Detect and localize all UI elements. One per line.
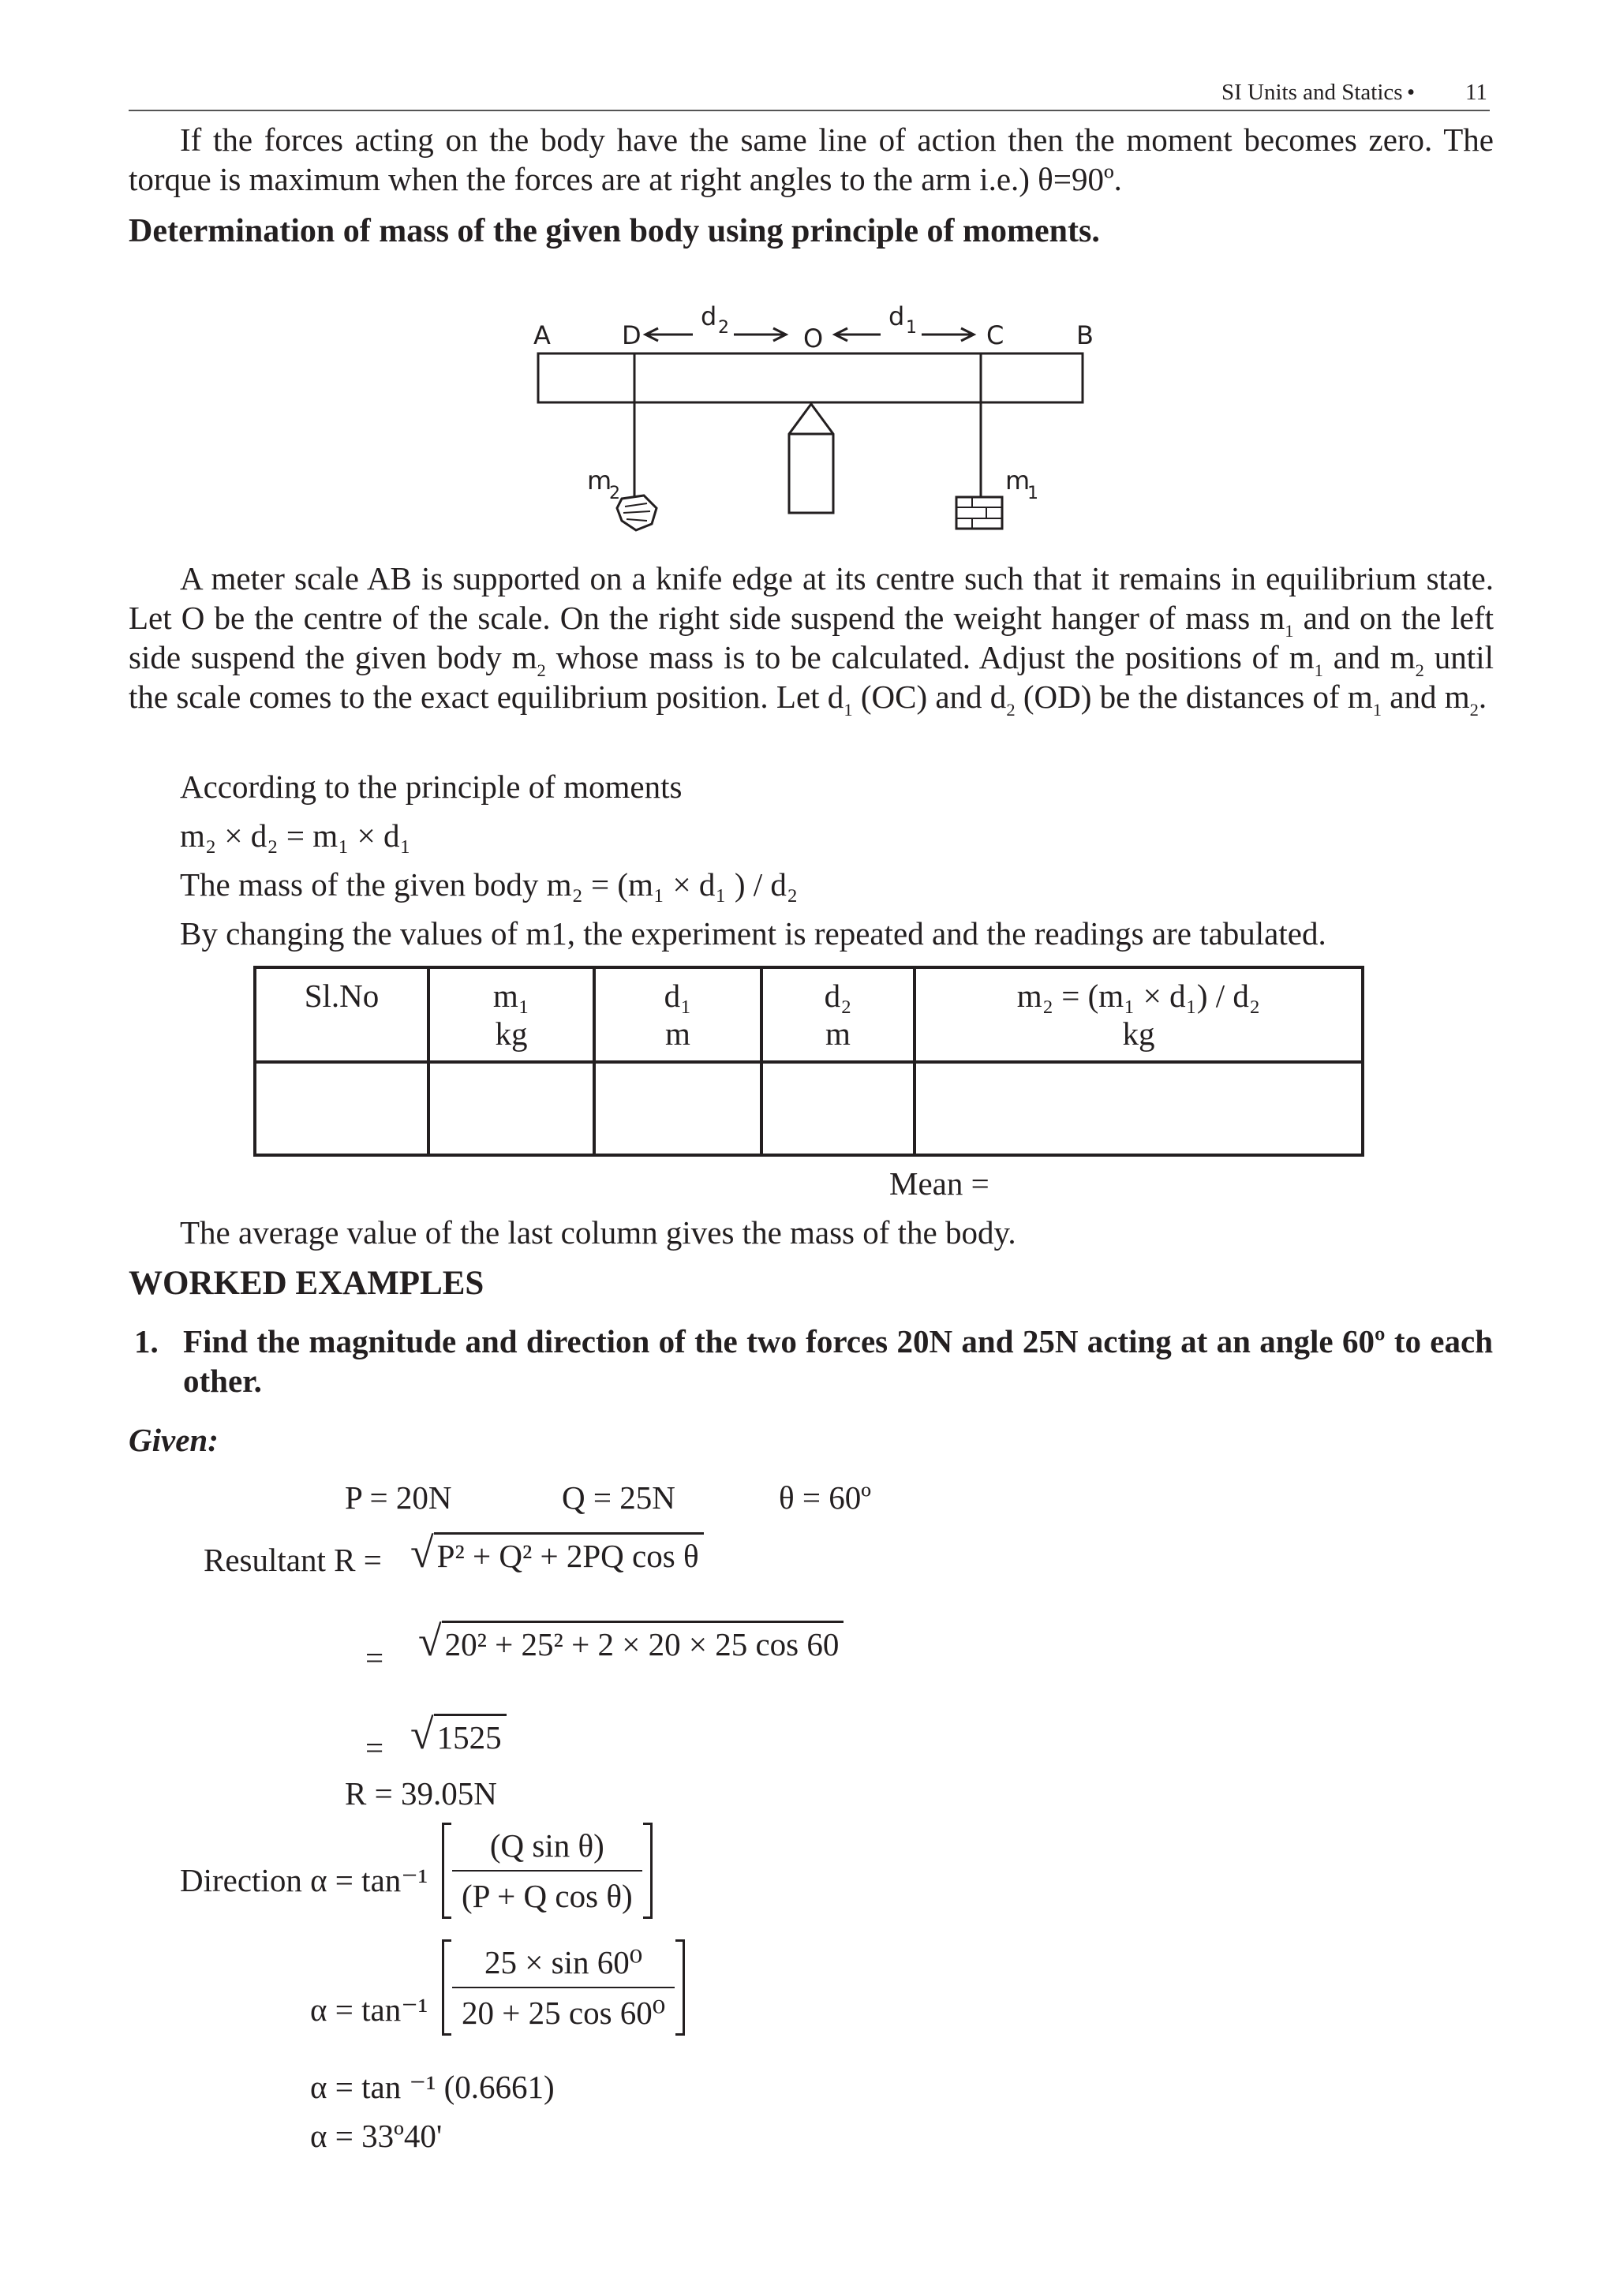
label-b: B xyxy=(1076,320,1094,350)
header-cell-d2: d₂ m xyxy=(761,967,915,1062)
given-p: P = 20N xyxy=(345,1479,452,1516)
section-heading: Determination of mass of the given body using principle of moments. xyxy=(129,213,1100,249)
step2-formula: √20² + 25² + 2 × 20 × 25 cos 60 xyxy=(418,1621,844,1664)
step3-formula: √1525 xyxy=(410,1714,507,1757)
meter-scale xyxy=(538,353,1083,402)
question-number: 1. xyxy=(134,1323,159,1359)
table-cell xyxy=(255,1062,428,1155)
direction-label: Direction α = tan⁻¹ xyxy=(180,1862,428,1898)
header-cell-m1: m₁ kg xyxy=(428,967,594,1062)
principle-line-1: According to the principle of moments xyxy=(180,768,683,805)
given-label: Given: xyxy=(129,1422,219,1458)
table-cell xyxy=(915,1062,1363,1155)
running-title: SI Units and Statics xyxy=(1221,80,1403,105)
label-a: A xyxy=(533,320,551,350)
resultant-label: Resultant R = xyxy=(204,1542,382,1578)
label-d2-sub: 2 xyxy=(718,318,729,338)
principle-mass-formula: The mass of the given body m₂ = (m₁ × d₁ ) / d₂ xyxy=(180,866,799,903)
label-m1-sub: 1 xyxy=(1027,484,1038,503)
header-rule xyxy=(129,110,1490,111)
label-d: D xyxy=(622,320,642,350)
principle-repeat-note: By changing the values of m1, the experiment is repeated and the readings are tabulated. xyxy=(180,915,1326,952)
alpha-result: α = 33º40' xyxy=(310,2118,443,2154)
label-c: C xyxy=(986,320,1004,350)
header-cell-m2: m₂ = (m₁ × d₁) / d₂ kg xyxy=(915,967,1363,1062)
label-o: O xyxy=(803,323,824,353)
alpha-fraction: $\frac{\text{25 × sin 60⁰}}{\text{20 + 25 cos 60⁰}}$ xyxy=(442,1939,685,2036)
alpha-label: α = tan⁻¹ xyxy=(310,1991,428,2028)
resultant-formula: √P² + Q² + 2PQ cos θ xyxy=(410,1532,704,1576)
mean-label: Mean = xyxy=(889,1165,989,1202)
description-paragraph: A meter scale AB is supported on a knife edge at its centre such that it remains in equilibrium state. Let O be the centre of the scale. On the right side suspend the weight hanger of mass $m_1$ and on the left side suspend the given body $m_2$ whose mass is to be calculated. Adjust the positions of $m_1$ and $m_2$ until the scale comes to the exact equilibrium position. Let $d_1$ (OC) and $d_2$ (OD) be the distances of $m_1$ and $m_2$. xyxy=(129,560,1494,720)
table-row xyxy=(255,1062,1363,1155)
worked-examples-heading: WORKED EXAMPLES xyxy=(129,1265,484,1302)
header-cell-d1: d₁ m xyxy=(594,967,761,1062)
table-cell xyxy=(428,1062,594,1155)
weight-m1 xyxy=(956,497,1002,529)
question-text: Find the magnitude and direction of the two forces 20N and 25N acting at an angle 60º to each other. xyxy=(183,1323,1493,1399)
knife-edge xyxy=(789,404,833,513)
table-cell xyxy=(594,1062,761,1155)
given-theta: θ = 60º xyxy=(779,1479,871,1516)
table-cell xyxy=(761,1062,915,1155)
principle-equation: m₂ × d₂ = m₁ × d₁ xyxy=(180,817,411,854)
observation-table xyxy=(253,966,1364,1157)
page-number: 11 xyxy=(1465,80,1487,105)
step3-equals: = xyxy=(365,1729,384,1766)
step2-equals: = xyxy=(365,1640,384,1676)
header-cell-slno: Sl.No xyxy=(255,967,428,1062)
label-d1: d xyxy=(888,301,905,331)
table-header-row xyxy=(255,967,1363,1062)
label-m2: m xyxy=(587,466,612,495)
label-m1: m xyxy=(1005,466,1031,495)
label-d2: d xyxy=(701,301,717,331)
label-m2-sub: 2 xyxy=(609,484,620,503)
given-q: Q = 25N xyxy=(562,1479,675,1516)
resultant-value: R = 39.05N xyxy=(345,1775,497,1812)
label-d1-sub: 1 xyxy=(906,318,917,338)
average-note: The average value of the last column gives the mass of the body. xyxy=(180,1214,1016,1251)
intro-paragraph: If the forces acting on the body have the same line of action then the moment becomes zero. The torque is maximum when the forces are at right angles to the arm i.e.) θ=90º. xyxy=(129,122,1494,197)
header-bullet: • xyxy=(1407,80,1416,105)
direction-fraction: $\frac{\text{(Q sin θ)}}{\text{(P + Q cos θ)}}$ xyxy=(442,1823,653,1919)
moment-diagram xyxy=(521,300,1120,544)
alpha-step: α = tan ⁻¹ (0.6661) xyxy=(310,2069,555,2105)
